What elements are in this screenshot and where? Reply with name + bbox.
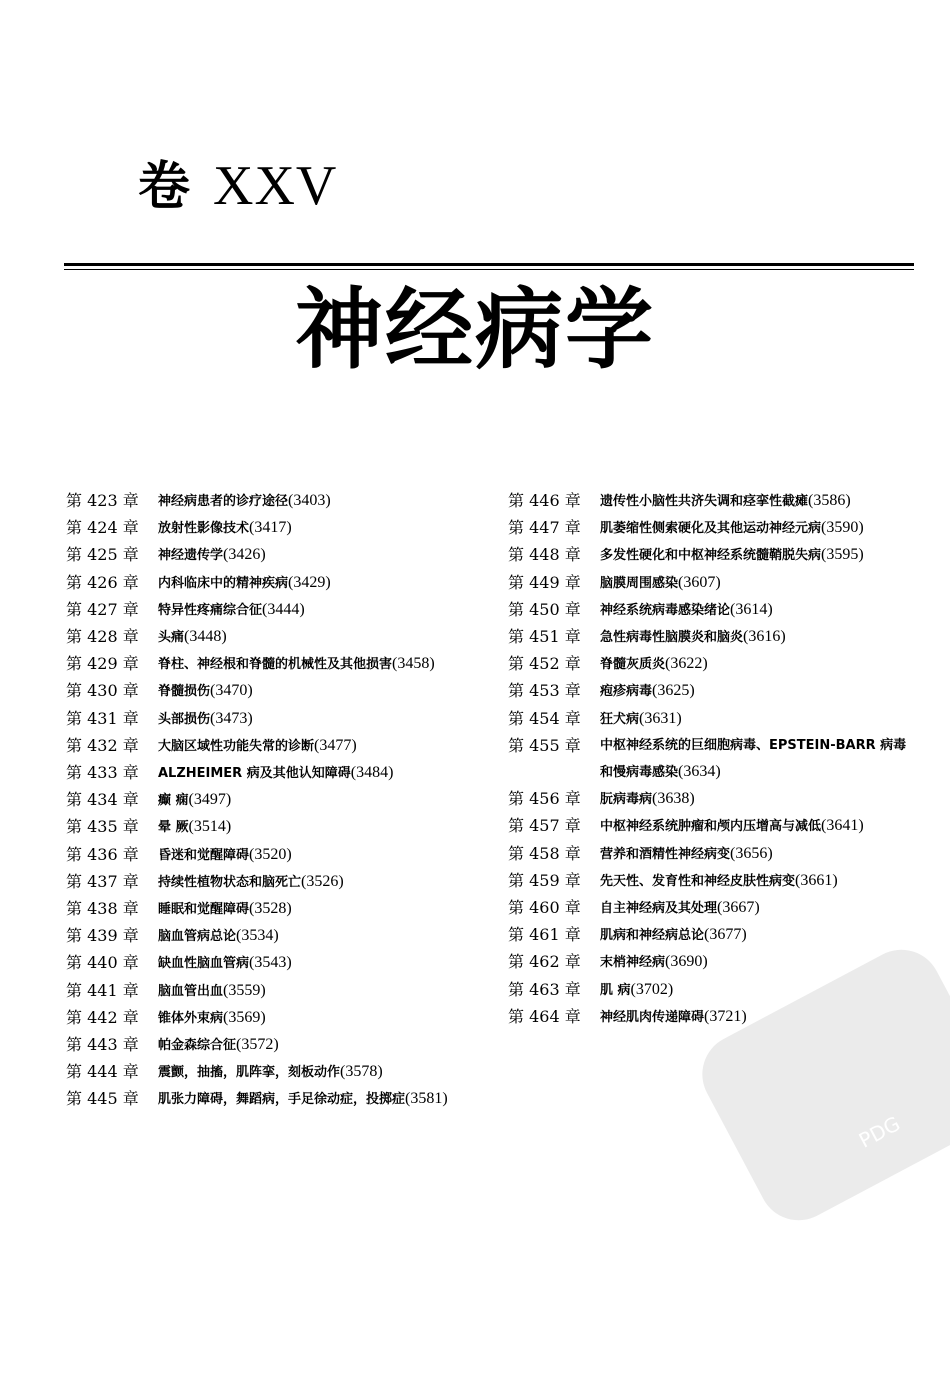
chapter-title bbox=[158, 570, 486, 597]
chapter-page: (3677) bbox=[704, 926, 747, 944]
chapter-page: (3702) bbox=[630, 980, 674, 998]
chapter-page: (3721) bbox=[704, 1007, 747, 1025]
toc-entry bbox=[66, 869, 486, 896]
chapter-number: 第 435 章 bbox=[66, 817, 139, 837]
chapter-number: 第 464 章 bbox=[508, 1006, 581, 1026]
chapter-page: (3534) bbox=[236, 927, 279, 945]
chapter-title bbox=[158, 760, 486, 787]
chapter-page: (3622) bbox=[665, 655, 708, 673]
chapter-page: (3616) bbox=[743, 628, 786, 646]
chapter-title-text: 多发性硬化和中枢神经系统髓鞘脱失病 bbox=[600, 548, 822, 564]
chapter-title-text: 神经遗传学 bbox=[158, 548, 224, 564]
toc-entry bbox=[66, 787, 486, 814]
chapter-number: 第 427 章 bbox=[66, 599, 139, 619]
toc-entry bbox=[508, 977, 918, 1004]
toc-entry bbox=[508, 542, 918, 569]
chapter-title bbox=[600, 488, 918, 515]
chapter-title-text: 先天性、发育性和神经皮肤性病变 bbox=[600, 873, 796, 889]
chapter-number: 第 433 章 bbox=[66, 763, 139, 783]
chapter-number: 第 441 章 bbox=[66, 980, 139, 1000]
chapter-title bbox=[158, 1032, 486, 1059]
chapter-title bbox=[600, 786, 918, 813]
chapter-page: (3569) bbox=[223, 1008, 266, 1026]
toc-entry bbox=[508, 570, 918, 597]
chapter-number: 第 438 章 bbox=[66, 899, 139, 919]
volume-heading bbox=[138, 155, 338, 217]
chapter-title bbox=[158, 787, 486, 814]
toc-entry bbox=[66, 678, 486, 705]
chapter-number: 第 424 章 bbox=[66, 518, 139, 538]
chapter-number: 第 455 章 bbox=[508, 735, 581, 755]
toc-entry bbox=[66, 651, 486, 678]
chapter-title-text: 脑血管出血 bbox=[158, 983, 224, 999]
chapter-number: 第 428 章 bbox=[66, 627, 139, 647]
chapter-title-text: 脊髓灰质炎 bbox=[600, 657, 666, 673]
chapter-page: (3578) bbox=[340, 1063, 383, 1081]
chapter-title-text: 癫 痫 bbox=[158, 793, 189, 809]
chapter-title bbox=[600, 733, 918, 786]
chapter-number: 第 454 章 bbox=[508, 708, 581, 728]
toc-entry bbox=[508, 813, 918, 840]
chapter-number: 第 462 章 bbox=[508, 952, 581, 972]
chapter-number: 第 448 章 bbox=[508, 545, 581, 565]
chapter-number: 第 437 章 bbox=[66, 871, 139, 891]
chapter-page: (3514) bbox=[188, 818, 232, 836]
chapter-title bbox=[600, 570, 918, 597]
toc-entry bbox=[66, 760, 486, 787]
chapter-title bbox=[600, 949, 918, 976]
divider-thin bbox=[64, 269, 914, 270]
chapter-title-text: 脊髓损伤 bbox=[158, 684, 211, 700]
chapter-title bbox=[600, 895, 918, 922]
chapter-page: (3497) bbox=[188, 791, 232, 809]
toc-entry bbox=[66, 814, 486, 841]
chapter-number: 第 429 章 bbox=[66, 654, 139, 674]
chapter-number: 第 442 章 bbox=[66, 1007, 139, 1027]
chapter-page: (3641) bbox=[821, 817, 864, 835]
chapter-title-text: 头部损伤 bbox=[158, 711, 211, 727]
chapter-title bbox=[158, 515, 486, 542]
chapter-title bbox=[158, 923, 486, 950]
toc-entry bbox=[508, 515, 918, 542]
chapter-title bbox=[600, 1004, 918, 1031]
chapter-number: 第 458 章 bbox=[508, 843, 581, 863]
chapter-title bbox=[158, 1005, 486, 1032]
chapter-title-text: 肌萎缩性侧索硬化及其他运动神经元病 bbox=[600, 521, 822, 537]
chapter-title-text: ALZHEIMER 病及其他认知障碍 bbox=[158, 766, 351, 782]
chapter-number: 第 450 章 bbox=[508, 599, 581, 619]
chapter-title-text: 头痛 bbox=[158, 630, 185, 646]
toc-entry bbox=[508, 868, 918, 895]
chapter-title bbox=[158, 624, 486, 651]
chapter-page: (3473) bbox=[210, 709, 253, 727]
chapter-title bbox=[600, 813, 918, 840]
chapter-title-text: 中枢神经系统肿瘤和颅内压增高与减低 bbox=[600, 819, 822, 835]
toc-entry bbox=[66, 1086, 486, 1113]
chapter-title-text: 缺血性脑血管病 bbox=[158, 956, 250, 972]
subject-title: 神经病学 bbox=[294, 278, 655, 381]
chapter-number: 第 445 章 bbox=[66, 1089, 139, 1109]
toc-entry bbox=[66, 733, 486, 760]
watermark-text: PDG bbox=[854, 1111, 905, 1153]
toc-entry bbox=[66, 950, 486, 977]
chapter-page: (3607) bbox=[678, 573, 721, 591]
chapter-number: 第 449 章 bbox=[508, 572, 581, 592]
toc-entry bbox=[508, 678, 918, 705]
toc-entry bbox=[66, 515, 486, 542]
toc-left-column bbox=[66, 488, 486, 1114]
chapter-title-text: 中枢神经系统的巨细胞病毒、EPSTEIN-BARR 病毒和慢病毒感染 bbox=[600, 737, 907, 781]
toc-entry bbox=[508, 706, 918, 733]
chapter-page: (3444) bbox=[262, 600, 305, 618]
chapter-title bbox=[600, 597, 918, 624]
chapter-page: (3458) bbox=[392, 655, 435, 673]
chapter-title-text: 朊病毒病 bbox=[600, 792, 653, 808]
chapter-page: (3484) bbox=[350, 764, 394, 782]
toc-entry bbox=[508, 786, 918, 813]
chapter-page: (3448) bbox=[184, 628, 227, 646]
chapter-number: 第 439 章 bbox=[66, 926, 139, 946]
chapter-page: (3477) bbox=[314, 736, 357, 754]
toc-entry bbox=[66, 624, 486, 651]
toc-entry bbox=[66, 597, 486, 624]
chapter-page: (3470) bbox=[210, 682, 253, 700]
chapter-title-text: 内科临床中的精神疾病 bbox=[158, 575, 289, 591]
chapter-title bbox=[158, 978, 486, 1005]
chapter-title-text: 神经肌肉传递障碍 bbox=[600, 1009, 705, 1025]
chapter-title bbox=[158, 706, 486, 733]
chapter-title-text: 持续性植物状态和脑死亡 bbox=[158, 874, 302, 890]
chapter-title bbox=[600, 542, 918, 569]
toc-entry bbox=[508, 597, 918, 624]
chapter-page: (3526) bbox=[301, 872, 344, 890]
toc-entry bbox=[508, 1004, 918, 1031]
chapter-page: (3417) bbox=[249, 519, 292, 537]
chapter-number: 第 457 章 bbox=[508, 816, 581, 836]
chapter-page: (3638) bbox=[652, 790, 695, 808]
chapter-page: (3586) bbox=[808, 492, 851, 509]
chapter-title bbox=[158, 488, 486, 515]
chapter-title bbox=[158, 733, 486, 760]
chapter-title-text: 脑膜周围感染 bbox=[600, 575, 679, 591]
toc-entry bbox=[508, 624, 918, 651]
chapter-title-text: 疱疹病毒 bbox=[600, 684, 653, 700]
toc-entry bbox=[66, 1032, 486, 1059]
chapter-title bbox=[158, 597, 486, 624]
chapter-page: (3429) bbox=[288, 573, 331, 591]
chapter-title-text: 肌病和神经病总论 bbox=[600, 928, 705, 944]
toc-entry bbox=[508, 922, 918, 949]
toc-entry bbox=[66, 570, 486, 597]
toc-entry bbox=[66, 1005, 486, 1032]
chapter-title bbox=[158, 1059, 486, 1086]
chapter-title bbox=[158, 896, 486, 923]
chapter-page: (3403) bbox=[288, 492, 331, 509]
toc-entry bbox=[66, 896, 486, 923]
chapter-title-text: 大脑区域性功能失常的诊断 bbox=[158, 738, 315, 754]
chapter-title bbox=[600, 706, 918, 733]
chapter-number: 第 451 章 bbox=[508, 627, 581, 647]
chapter-number: 第 431 章 bbox=[66, 708, 139, 728]
chapter-number: 第 423 章 bbox=[66, 491, 139, 510]
chapter-number: 第 446 章 bbox=[508, 491, 581, 510]
chapter-page: (3543) bbox=[249, 954, 292, 972]
chapter-number: 第 460 章 bbox=[508, 898, 581, 918]
chapter-title bbox=[600, 868, 918, 895]
chapter-number: 第 443 章 bbox=[66, 1035, 139, 1055]
chapter-title bbox=[600, 841, 918, 868]
chapter-title-text: 肌 病 bbox=[600, 982, 631, 998]
chapter-page: (3426) bbox=[223, 546, 266, 564]
chapter-title-text: 营养和酒精性神经病变 bbox=[600, 846, 731, 862]
chapter-title-text: 放射性影像技术 bbox=[158, 521, 250, 537]
chapter-title-text: 急性病毒性脑膜炎和脑炎 bbox=[600, 630, 744, 646]
volume-numeral: XXV bbox=[213, 155, 338, 217]
chapter-title-text: 狂犬病 bbox=[600, 711, 640, 727]
chapter-page: (3625) bbox=[652, 682, 695, 700]
chapter-number: 第 447 章 bbox=[508, 518, 581, 538]
chapter-title bbox=[158, 542, 486, 569]
chapter-title-text: 特异性疼痛综合征 bbox=[158, 602, 263, 618]
chapter-page: (3520) bbox=[249, 845, 292, 863]
chapter-number: 第 426 章 bbox=[66, 572, 139, 592]
chapter-title bbox=[600, 515, 918, 542]
chapter-number: 第 456 章 bbox=[508, 789, 581, 809]
toc-entry bbox=[508, 488, 918, 515]
chapter-page: (3581) bbox=[405, 1090, 448, 1108]
chapter-title bbox=[158, 869, 486, 896]
chapter-number: 第 434 章 bbox=[66, 790, 139, 810]
chapter-title-text: 昏迷和觉醒障碍 bbox=[158, 847, 250, 863]
chapter-page: (3559) bbox=[223, 981, 266, 999]
chapter-title-text: 晕 厥 bbox=[158, 820, 189, 836]
chapter-number: 第 461 章 bbox=[508, 925, 581, 945]
chapter-number: 第 436 章 bbox=[66, 844, 139, 864]
chapter-title bbox=[600, 678, 918, 705]
toc-entry bbox=[66, 842, 486, 869]
toc-entry bbox=[66, 706, 486, 733]
toc-entry bbox=[508, 651, 918, 678]
chapter-title bbox=[158, 814, 486, 841]
toc-entry bbox=[66, 923, 486, 950]
chapter-page: (3631) bbox=[639, 709, 682, 727]
chapter-title bbox=[158, 651, 486, 678]
divider-thick bbox=[64, 263, 914, 266]
chapter-page: (3661) bbox=[795, 871, 838, 889]
chapter-title-text: 睡眠和觉醒障碍 bbox=[158, 902, 250, 918]
chapter-number: 第 444 章 bbox=[66, 1062, 139, 1082]
chapter-page: (3528) bbox=[249, 900, 292, 918]
chapter-title-text: 锥体外束病 bbox=[158, 1010, 224, 1026]
chapter-page: (3572) bbox=[236, 1036, 279, 1054]
chapter-page: (3614) bbox=[730, 600, 773, 618]
toc-entry bbox=[508, 733, 918, 786]
chapter-number: 第 432 章 bbox=[66, 735, 139, 755]
chapter-title-text: 遗传性小脑性共济失调和痉挛性截瘫 bbox=[600, 494, 809, 509]
chapter-title-text: 神经病患者的诊疗途径 bbox=[158, 494, 289, 509]
toc-entry bbox=[66, 488, 486, 515]
chapter-title bbox=[158, 842, 486, 869]
chapter-title bbox=[600, 624, 918, 651]
chapter-page: (3656) bbox=[730, 844, 773, 862]
chapter-title bbox=[158, 678, 486, 705]
chapter-title-text: 震颤，抽搐，肌阵挛，刻板动作 bbox=[158, 1065, 341, 1081]
toc-entry bbox=[66, 978, 486, 1005]
chapter-number: 第 440 章 bbox=[66, 953, 139, 973]
chapter-title bbox=[158, 1086, 486, 1113]
volume-prefix: 卷 bbox=[138, 157, 192, 217]
chapter-number: 第 459 章 bbox=[508, 870, 581, 890]
chapter-title-text: 肌张力障碍，舞蹈病，手足徐动症，投掷症 bbox=[158, 1092, 406, 1108]
chapter-title bbox=[158, 950, 486, 977]
chapter-number: 第 453 章 bbox=[508, 681, 581, 701]
chapter-page: (3595) bbox=[821, 546, 864, 564]
chapter-title-text: 脊柱、神经根和脊髓的机械性及其他损害 bbox=[158, 657, 393, 673]
chapter-title-text: 神经系统病毒感染绪论 bbox=[600, 602, 731, 618]
chapter-title bbox=[600, 651, 918, 678]
toc-entry bbox=[508, 895, 918, 922]
chapter-number: 第 425 章 bbox=[66, 545, 139, 565]
chapter-title-text: 帕金森综合征 bbox=[158, 1038, 237, 1054]
toc-right-column bbox=[508, 488, 918, 1031]
chapter-title-text: 末梢神经病 bbox=[600, 955, 666, 971]
chapter-number: 第 452 章 bbox=[508, 654, 581, 674]
chapter-page: (3590) bbox=[821, 519, 864, 537]
chapter-number: 第 463 章 bbox=[508, 979, 581, 999]
toc-entry bbox=[508, 949, 918, 976]
chapter-page: (3667) bbox=[717, 899, 760, 917]
chapter-title-text: 自主神经病及其处理 bbox=[600, 901, 718, 917]
chapter-title-text: 脑血管病总论 bbox=[158, 929, 237, 945]
chapter-number: 第 430 章 bbox=[66, 681, 139, 701]
chapter-title bbox=[600, 977, 918, 1004]
toc-entry bbox=[66, 542, 486, 569]
toc-entry bbox=[508, 841, 918, 868]
chapter-page: (3690) bbox=[665, 953, 708, 971]
toc-entry bbox=[66, 1059, 486, 1086]
chapter-page: (3634) bbox=[678, 763, 721, 781]
chapter-title bbox=[600, 922, 918, 949]
